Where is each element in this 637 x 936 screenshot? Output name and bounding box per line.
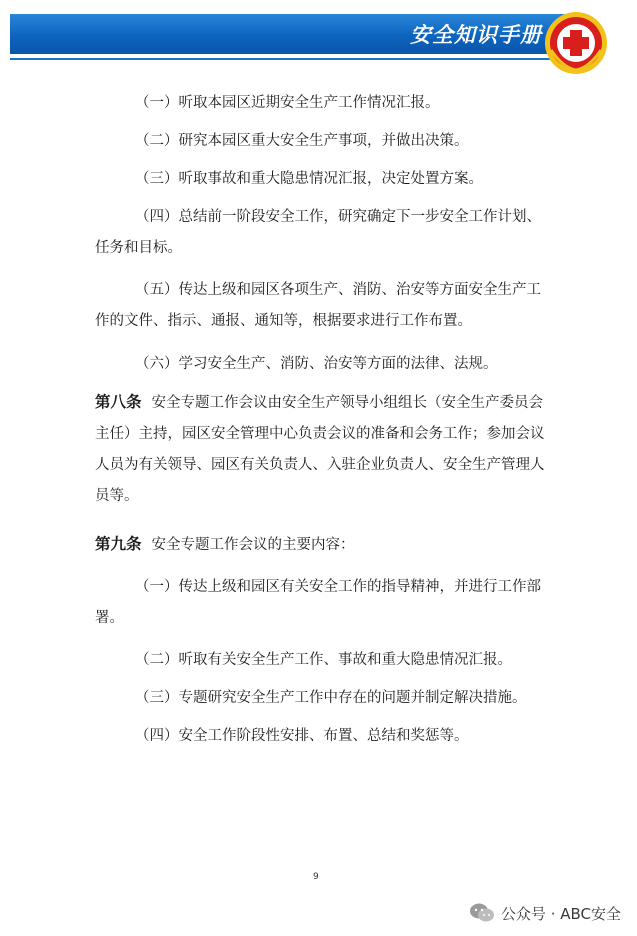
article-9: [95, 528, 547, 561]
header-title: 安全知识手册: [410, 23, 542, 47]
document-body: [95, 88, 547, 752]
list-item: （三）专题研究安全生产工作中存在的问题并制定解决措施。: [135, 690, 527, 706]
article-8: [95, 386, 547, 512]
list-item: （五）传达上级和园区各项生产、消防、治安等方面安全生产工作的文件、指示、通报、通知等，根据要求进行工作布置。: [95, 282, 541, 329]
list-item: （一）传达上级和园区有关安全工作的指导精神，并进行工作部署。: [95, 579, 541, 626]
list-item: （三）听取事故和重大隐患情况汇报，决定处置方案。: [135, 171, 483, 187]
list-item: （二）研究本园区重大安全生产事项，并做出决策。: [135, 133, 469, 149]
list-item: （六）学习安全生产、消防、治安等方面的法律、法规。: [135, 356, 498, 372]
article-9-text: 安全专题工作会议的主要内容：: [151, 537, 355, 553]
article-8-text: 安全专题工作会议由安全生产领导小组组长（安全生产委员会主任）主持，园区安全管理中心负责会议的准备和会务工作；参加会议人员为有关领导、园区有关负责人、入驻企业负责人、安全生产管理人员等。: [95, 395, 545, 504]
list-item: （四）总结前一阶段安全工作，研究确定下一步安全工作计划、任务和目标。: [95, 209, 541, 256]
article-8-label: 第八条: [95, 392, 142, 411]
wechat-icon: [469, 902, 495, 924]
watermark: [469, 902, 621, 924]
article-9-label: 第九条: [95, 534, 142, 553]
list-item: （二）听取有关安全生产工作、事故和重大隐患情况汇报。: [135, 652, 512, 668]
safety-emblem-icon: [543, 10, 609, 76]
header-underline: [10, 58, 570, 60]
page-header: [0, 0, 637, 80]
list-item: （一）听取本园区近期安全生产工作情况汇报。: [135, 95, 440, 111]
page-number: 9: [313, 872, 319, 882]
watermark-text: 公众号 · ABC安全: [500, 904, 621, 923]
list-item: （四）安全工作阶段性安排、布置、总结和奖惩等。: [135, 728, 469, 744]
